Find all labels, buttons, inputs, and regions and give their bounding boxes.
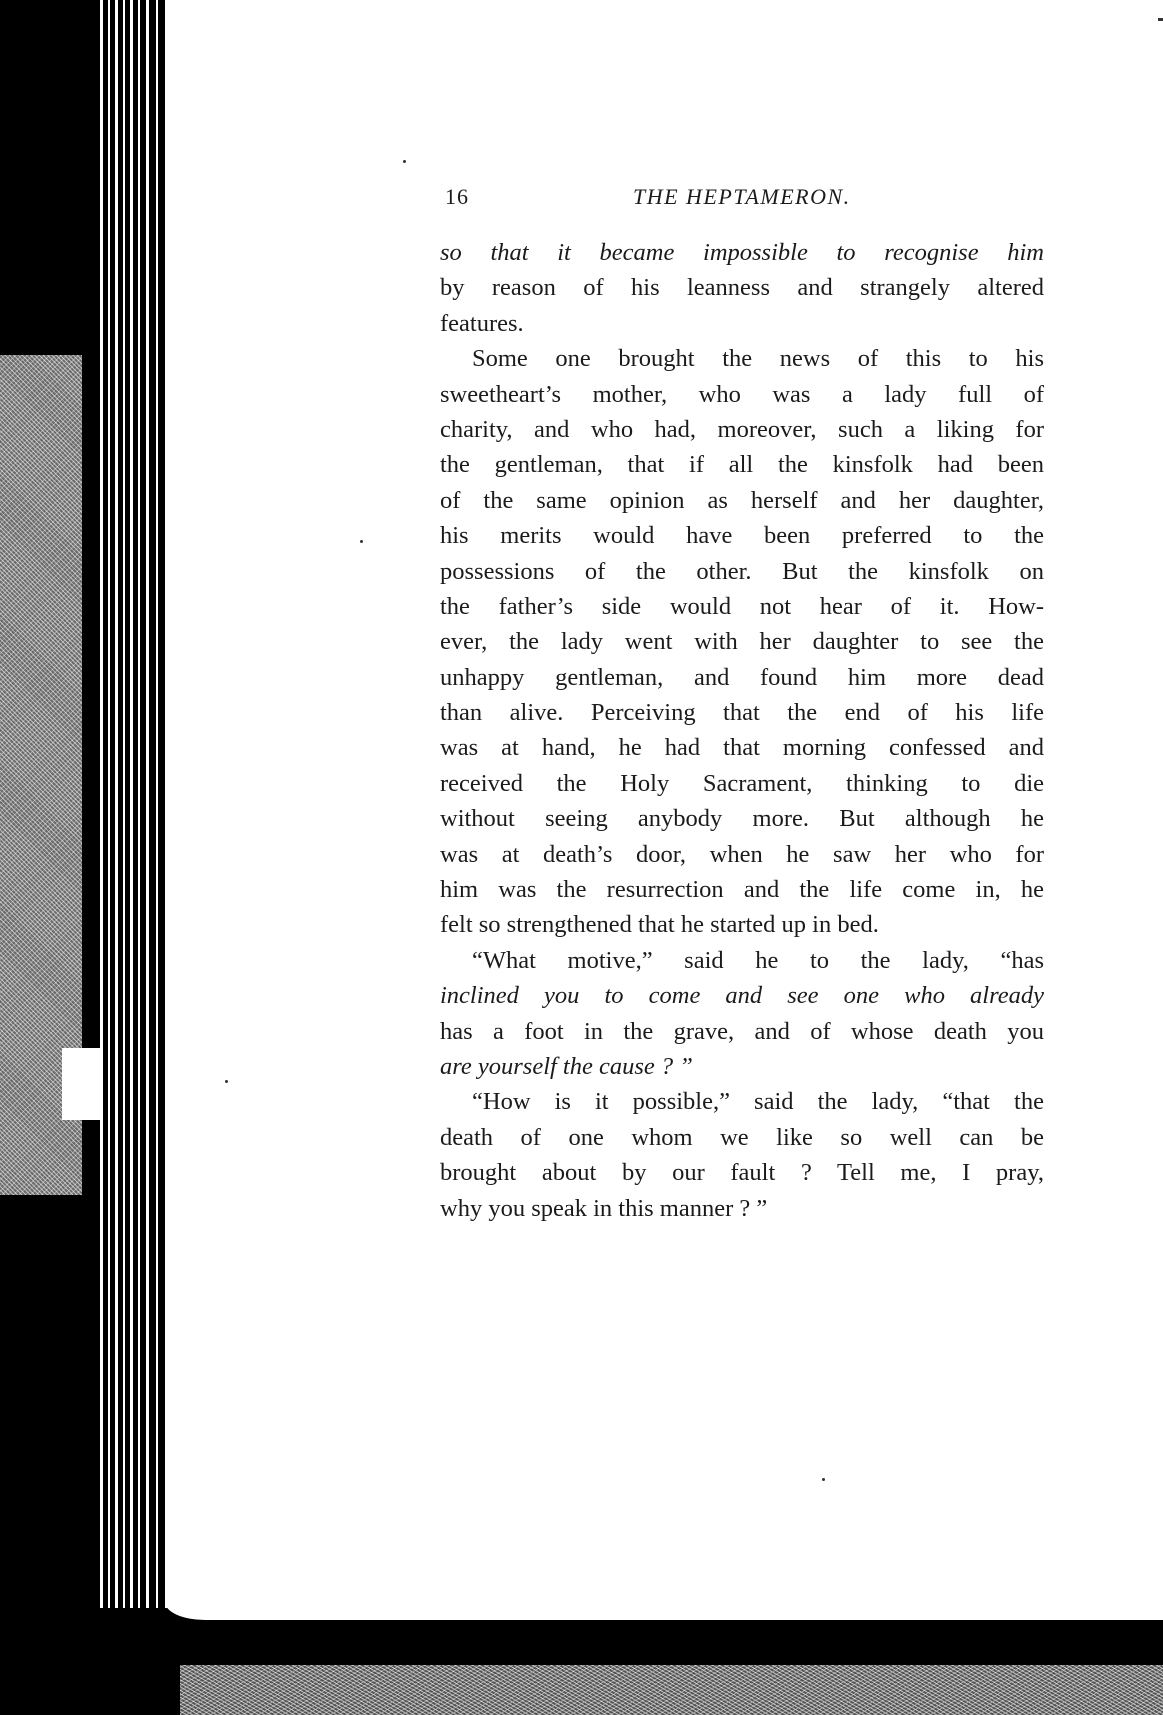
bottom-texture [180, 1665, 1163, 1715]
page-edge-line [156, 0, 158, 1715]
text-line: possessions of the other. But the kinsfolk on [440, 557, 1044, 585]
page-number: 16 [445, 184, 469, 209]
text-line: has a foot in the grave, and of whose death you [440, 1017, 1044, 1045]
text-line: the gentleman, that if all the kinsfolk had been [440, 451, 1044, 479]
body-text [440, 235, 1044, 1226]
text-line: was at hand, he had that morning confessed and [440, 734, 1044, 762]
speck [1158, 18, 1163, 21]
text-line: so that it became impossible to recognise him [440, 239, 1044, 266]
text-line: without seeing anybody more. But although he [440, 805, 1044, 833]
text-line: brought about by our fault ? Tell me, I pray, [440, 1159, 1044, 1187]
speck [225, 1080, 228, 1083]
text-line: sweetheart’s mother, who was a lady full of [440, 380, 1044, 408]
text-line: features. [440, 309, 524, 337]
text-line: why you speak in this manner ? ” [440, 1194, 768, 1222]
text-line: by reason of his leanness and strangely altered [440, 274, 1044, 302]
binding-clip [62, 1048, 102, 1120]
text-line: Some one brought the news of this to his [472, 345, 1044, 373]
text-line: are yourself the cause ? ” [440, 1052, 693, 1080]
page-edge-line [100, 0, 103, 1715]
text-line: unhappy gentleman, and found him more dead [440, 663, 1044, 691]
speck [822, 1478, 825, 1481]
text-line: than alive. Perceiving that the end of his life [440, 699, 1044, 727]
running-title: THE HEPTAMERON. [633, 184, 851, 209]
speck [403, 160, 406, 163]
text-line: received the Holy Sacrament, thinking to die [440, 769, 1044, 797]
page-edge-line [138, 0, 140, 1715]
text-line: of the same opinion as herself and her daughter, [440, 486, 1044, 514]
text-line: the father’s side would not hear of it. How- [440, 592, 1044, 620]
text-line: charity, and who had, moreover, such a liking for [440, 415, 1044, 443]
page-edge-line [146, 0, 149, 1715]
text-line: his merits would have been preferred to the [440, 522, 1044, 550]
book-spine [0, 0, 165, 1715]
page-bottom-curl [165, 1600, 1163, 1620]
running-header [445, 184, 1045, 214]
text-line: inclined you to come and see one who already [440, 982, 1044, 1010]
text-line: death of one whom we like so well can be [440, 1123, 1044, 1151]
text-line: felt so strengthened that he started up in bed. [440, 911, 879, 939]
page-edge-line [115, 0, 118, 1715]
page-edge-line [108, 0, 110, 1715]
text-line: was at death’s door, when he saw her who for [440, 840, 1044, 868]
page-edge-line [123, 0, 125, 1715]
text-line: ever, the lady went with her daughter to see the [440, 628, 1044, 656]
text-line: “What motive,” said he to the lady, “has [472, 946, 1044, 974]
page-edge-line [130, 0, 133, 1715]
text-line: “How is it possible,” said the lady, “that the [472, 1088, 1044, 1116]
speck [360, 540, 363, 543]
text-line: him was the resurrection and the life come in, he [440, 876, 1044, 904]
